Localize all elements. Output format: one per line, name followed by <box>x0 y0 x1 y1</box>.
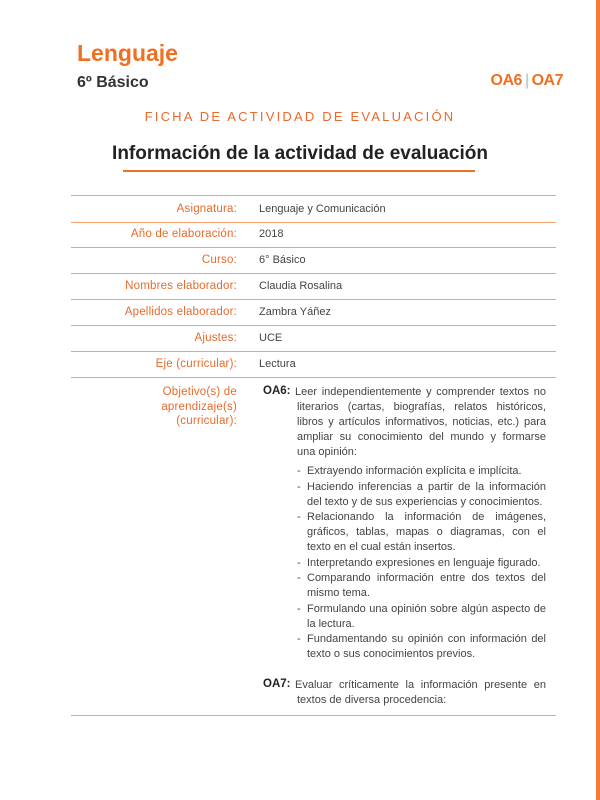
row-value: Zambra Yáñez <box>259 306 331 318</box>
oa6-code-text: OA6 <box>263 385 287 397</box>
row-label: Año de elaboración: <box>130 228 237 240</box>
dash-marker: - <box>297 480 301 493</box>
dash-marker: - <box>297 572 301 584</box>
row-curso <box>71 248 556 274</box>
dash-marker: - <box>297 556 301 569</box>
list-item <box>297 464 546 479</box>
oa7-code-text: OA7 <box>263 678 287 690</box>
dash-marker: - <box>297 633 301 645</box>
row-label: Nombres elaborador: <box>125 280 237 292</box>
subject-title: Lenguaje <box>77 40 178 66</box>
dash-marker: - <box>297 602 301 615</box>
objectives-label-line: (curricular): <box>176 415 237 427</box>
row-nombres <box>71 274 556 300</box>
list-item <box>297 556 546 571</box>
oa6-text: Leer independientemente y comprender textos no literarios (cartas, biografías, relatos históricos, libros y artículos informativos, noticias, etc.) para ampliar su conocimiento del mundo y formarse una opinión: <box>295 386 546 458</box>
dash-marker: - <box>297 511 301 523</box>
list-item <box>297 632 546 662</box>
table-bottom-rule <box>71 715 556 716</box>
row-eje <box>71 352 556 378</box>
row-value: Claudia Rosalina <box>259 280 343 292</box>
oa6-bullet-list <box>297 464 546 663</box>
list-item <box>297 602 546 632</box>
row-label: Asignatura: <box>176 203 237 215</box>
bullet-text: Extrayendo información explícita e implícita. <box>307 465 522 477</box>
objectives-label <box>71 385 237 429</box>
bullet-text: Formulando una opinión sobre algún aspecto de la lectura. <box>307 602 546 630</box>
row-value: 2018 <box>259 228 284 240</box>
bullet-text: Fundamentando su opinión con información del texto o sus conocimientos previos. <box>307 633 546 660</box>
oa6-code: OA6: <box>263 385 291 397</box>
list-item <box>297 571 546 601</box>
row-label: Eje (curricular): <box>155 358 237 370</box>
row-value: UCE <box>259 332 283 344</box>
row-label: Curso: <box>201 254 237 266</box>
oa7-text: Evaluar críticamente la información presente en textos de diversa procedencia: <box>295 679 546 706</box>
dash-marker: - <box>297 465 301 477</box>
oa7-code: OA7: <box>263 678 291 690</box>
row-value: 6° Básico <box>259 254 306 266</box>
objectives-label-line: aprendizaje(s) <box>161 400 237 413</box>
grade-label: 6º Básico <box>77 74 149 91</box>
objectives-label-line: Objetivo(s) de <box>162 386 237 398</box>
code-separator: | <box>524 72 529 89</box>
section-title: Información de la actividad de evaluación <box>112 143 488 164</box>
title-underline <box>123 170 475 172</box>
row-label: Ajustes: <box>194 332 237 344</box>
code-oa6: OA6 <box>490 72 522 89</box>
bullet-text: Interpretando expresiones en lenguaje figurado. <box>307 556 541 569</box>
row-value: Lectura <box>259 358 296 370</box>
bullet-text: Haciendo inferencias a partir de la información del texto y de sus experiencias y conocimientos. <box>307 480 546 508</box>
sheet-type-heading: FICHA DE ACTIVIDAD DE EVALUACIÓN <box>144 109 456 124</box>
row-asignatura <box>71 195 556 223</box>
row-label: Apellidos elaborador: <box>124 306 237 318</box>
row-anio <box>71 222 556 248</box>
list-item <box>297 480 546 510</box>
list-item <box>297 510 546 555</box>
code-oa7: OA7 <box>531 72 563 89</box>
row-apellidos <box>71 300 556 326</box>
row-value: Lenguaje y Comunicación <box>259 203 386 215</box>
bullet-text: Relacionando la información de imágenes, gráficos, tablas, mapas o diagramas, con el texto en el cual están insertos. <box>307 511 546 553</box>
objective-codes <box>491 72 563 90</box>
row-ajustes <box>71 326 556 352</box>
bullet-text: Comparando información entre dos textos del mismo tema. <box>307 572 546 599</box>
